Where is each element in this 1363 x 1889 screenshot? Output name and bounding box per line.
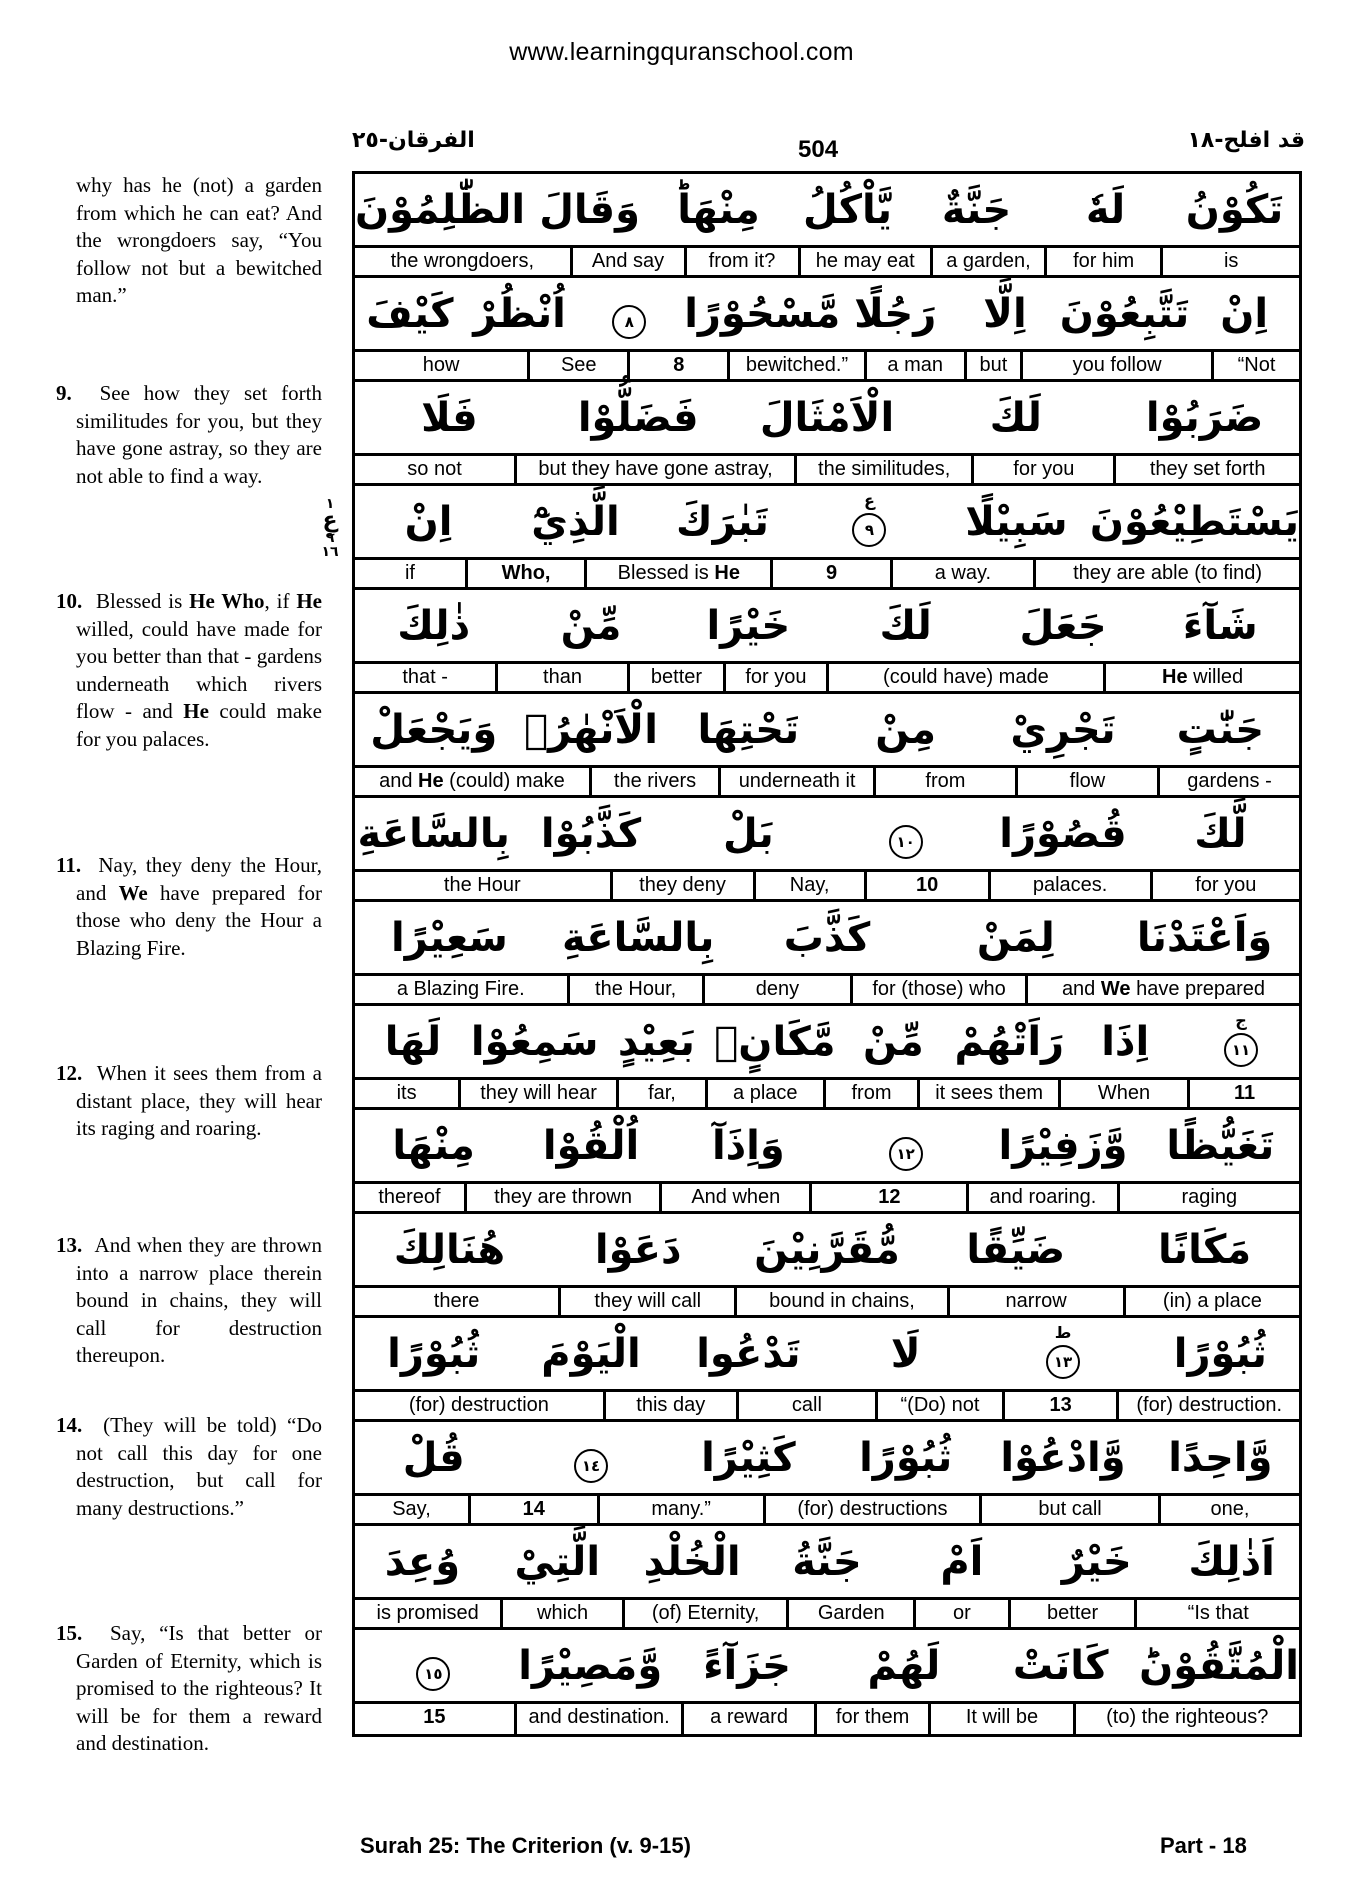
arabic-word: لَهٗ (1085, 186, 1126, 233)
gloss-cell: the Hour (443, 874, 521, 896)
ayah-number: ١٣ (1053, 1352, 1073, 1371)
arabic-word: يَّاْكُلُ (803, 186, 893, 233)
arabic-word: ضَرَبُوْا (1145, 394, 1264, 441)
arabic-word: تَكُوْنُ (1185, 186, 1284, 233)
gloss-number: 15 (423, 1706, 446, 1728)
arabic-word: جَنَّةُ (792, 1538, 862, 1585)
arabic-word: الْاَمْثَالَ (759, 394, 895, 441)
arabic-word: وَقَالَ (539, 186, 640, 233)
arabic-word: اِلَّا (983, 290, 1027, 337)
arabic-word: اِنْ (1220, 290, 1269, 337)
ayah-end-marker (984, 1319, 1141, 1389)
gloss-cell: its (396, 1082, 417, 1104)
ruku-marker-top: ١ (325, 496, 335, 512)
ayah-number: ١٤ (581, 1456, 601, 1475)
arabic-word: مِنْهَا (392, 1122, 475, 1169)
arabic-word: لَكَ (989, 394, 1042, 441)
translation-verse (56, 380, 322, 490)
arabic-word: بِالسَّاعَةِ (357, 810, 510, 857)
gloss-cell (355, 768, 589, 795)
ayah-circle-icon (1046, 1323, 1080, 1379)
arabic-row (355, 798, 1299, 872)
gloss-bold: He (714, 562, 740, 584)
arabic-word: ذٰلِكَ (397, 602, 471, 649)
gloss-cell: from (823, 1080, 918, 1107)
arabic-word: كَانَتْ (1012, 1642, 1109, 1689)
gloss-cell: (could have) made (826, 664, 1104, 691)
gloss-cell: deny (702, 976, 850, 1003)
arabic-word: اُنْظُرْ (473, 290, 566, 337)
arabic-word: لَهُمْ (867, 1642, 941, 1689)
arabic-word: تَغَيُّظًا (1166, 1122, 1275, 1169)
english-gloss-row (355, 1600, 1299, 1630)
gloss-cell: (to) the righteous? (1073, 1704, 1299, 1734)
verse-number: 14. (56, 1413, 83, 1437)
arabic-word: كَيْفَ (366, 290, 454, 337)
gloss-cell: but (964, 352, 1020, 379)
arabic-word: اُلْقُوْا (542, 1122, 640, 1169)
arabic-word: جَنَّةٌ (941, 186, 1012, 233)
arabic-word: يَسْتَطِيْعُوْنَ (1089, 498, 1299, 545)
arabic-word: وَّادْعُوْا (1000, 1434, 1126, 1481)
gloss-number: 14 (468, 1496, 597, 1523)
ayah-number: ١١ (1231, 1040, 1251, 1059)
gloss-cell: Nay, (753, 872, 864, 899)
english-gloss-row (355, 1392, 1299, 1422)
gloss-number: 10 (864, 872, 988, 899)
translation-verse (56, 1060, 322, 1143)
ayah-end-marker (512, 1423, 669, 1493)
arabic-word: ثُبُوْرًا (387, 1330, 481, 1377)
arabic-word: تَحْتِهَا (697, 706, 800, 753)
ayah-circle-icon (574, 1449, 608, 1483)
emphasized-text: He Who (189, 589, 265, 613)
gloss-cell: bewitched.” (727, 352, 863, 379)
arabic-word: مِنْ (875, 706, 937, 753)
arabic-word: وَاِذَآ (711, 1122, 785, 1169)
arabic-row (355, 486, 1299, 560)
gloss-cell: better (1008, 1600, 1135, 1627)
arabic-word: وُعِدَ (384, 1538, 461, 1585)
gloss-cell: Garden (786, 1600, 913, 1627)
english-gloss-row (355, 872, 1299, 902)
arabic-word: خَيْرًا (706, 602, 791, 649)
gloss-cell: from it? (684, 248, 798, 275)
gloss-cell: or (913, 1600, 1008, 1627)
arabic-word: فَلَا (421, 394, 478, 441)
arabic-word: الْمُتَّقُوْنَؕ (1139, 1642, 1299, 1689)
gloss-number: 8 (627, 352, 727, 379)
translation-text: why has he (not) a garden from which he can eat? And the wrongdoers say, “You follow not but a bewitched man.” (76, 173, 322, 307)
arabic-word: مِنْهَاؕ (677, 186, 760, 233)
arabic-word: فَضَلُّوْا (577, 394, 699, 441)
verse-number: 12. (56, 1061, 83, 1085)
arabic-word: لَهَا (384, 1018, 442, 1065)
arabic-word: كَثِيْرًا (701, 1434, 796, 1481)
ayah-number: ١٠ (896, 832, 915, 851)
english-gloss-row (355, 1184, 1299, 1214)
gloss-text: and (1061, 978, 1101, 1000)
gloss-cell: if (404, 562, 415, 584)
gloss-cell: narrow (947, 1288, 1123, 1315)
gloss-cell: gardens - (1157, 768, 1299, 795)
gloss-cell: Say, (392, 1498, 431, 1520)
gloss-cell: a reward (681, 1704, 813, 1734)
gloss-cell: “(Do) not (875, 1392, 1002, 1419)
gloss-cell: that - (402, 666, 448, 688)
gloss-cell: from (873, 768, 1015, 795)
page-number: 504 (798, 136, 839, 163)
translation-text: , if (264, 589, 297, 613)
gloss-cell: And when (659, 1184, 809, 1211)
gloss-cell: (for) destruction. (1116, 1392, 1299, 1419)
waqf-sign: ع (863, 491, 875, 510)
gloss-cell: And say (570, 248, 684, 275)
translation-text: Nay, they deny the Hour, and (76, 853, 322, 905)
gloss-cell: When (1058, 1080, 1187, 1107)
arabic-row (355, 1630, 1299, 1704)
arabic-word: مَّكَانٍۭ (714, 1018, 836, 1065)
arabic-word: الَّذِيْٓ (531, 498, 620, 545)
arabic-row (355, 902, 1299, 976)
gloss-cell: many.” (597, 1496, 763, 1523)
ayah-circle-icon (852, 491, 886, 547)
translation-text: Say, “Is that better or Garden of Eternity, which is promised to the righteous? It will be for them a reward and destination. (76, 1621, 322, 1755)
ayah-circle-icon (416, 1657, 450, 1691)
arabic-row (355, 278, 1299, 352)
gloss-cell: than (495, 664, 627, 691)
arabic-word: جَزَآءً (703, 1642, 791, 1689)
translation-verse (56, 1412, 322, 1522)
arabic-word: مُّقَرَّنِيْنَ (754, 1226, 900, 1273)
footer-part-number: Part - 18 (1160, 1833, 1247, 1858)
arabic-word: كَذَّبُوْا (540, 810, 642, 857)
ayah-circle-icon (612, 305, 646, 339)
emphasized-text: We (118, 880, 148, 905)
arabic-word: بَعِيْدٍ (617, 1018, 695, 1065)
gloss-cell: and destination. (514, 1704, 682, 1734)
translation-text: have prepared for those who deny the Hour a Blazing Fire. (76, 880, 323, 960)
translation-text: Blessed is (96, 589, 190, 613)
gloss-text: (could) make (443, 770, 565, 792)
gloss-cell: he may eat (798, 248, 930, 275)
translation-text: And when they are thrown into a narrow place therein bound in chains, they will call for destruction thereupon. (76, 1233, 323, 1367)
gloss-cell: for you (1150, 872, 1299, 899)
gloss-cell: bound in chains, (734, 1288, 946, 1315)
translation-verse (56, 588, 322, 753)
arabic-word: هُنَالِكَ (393, 1226, 506, 1273)
ayah-number: ٨ (624, 312, 634, 331)
arabic-word: وَّزَفِيْرًا (998, 1122, 1128, 1169)
waqf-sign: ط (1054, 1323, 1072, 1342)
gloss-cell: underneath it (718, 768, 873, 795)
arabic-word: اَمْ (940, 1538, 984, 1585)
arabic-word: اِنْ (404, 498, 453, 545)
gloss-cell: so not (407, 458, 462, 480)
gloss-cell: far, (616, 1080, 705, 1107)
arabic-row (355, 590, 1299, 664)
arabic-row (355, 382, 1299, 456)
english-gloss-row (355, 664, 1299, 694)
verse-number: 15. (56, 1621, 83, 1645)
gloss-cell: for (those) who (850, 976, 1025, 1003)
english-gloss-row (355, 1288, 1299, 1318)
gloss-cell: It will be (928, 1704, 1072, 1734)
gloss-text: Blessed is (617, 562, 715, 584)
translation-text: (They will be told) “Do not call this day for one destruction, but call for many destructions.” (76, 1413, 323, 1520)
arabic-word: مِّنْ (560, 602, 622, 649)
arabic-word: بَلْ (722, 810, 774, 857)
gloss-cell (584, 560, 770, 587)
arabic-word: الظّٰلِمُوْنَ (355, 186, 526, 233)
gloss-text: have prepared (1130, 978, 1266, 1000)
gloss-cell: it sees them (917, 1080, 1058, 1107)
arabic-word: مَّسْحُوْرًا (684, 290, 841, 337)
gloss-cell: which (500, 1600, 621, 1627)
emphasized-text: He (296, 589, 322, 613)
emphasized-text: He (183, 699, 209, 723)
verse-number: 10. (56, 589, 83, 613)
arabic-word: سَعِيْرًا (390, 914, 508, 961)
arabic-word: كَذَّبَ (783, 914, 871, 961)
gloss-cell (1103, 664, 1299, 691)
gloss-cell: a place (705, 1080, 823, 1107)
arabic-word: ثُبُوْرًا (1173, 1330, 1267, 1377)
arabic-word: لَّكَ (1194, 810, 1247, 857)
gloss-cell: one, (1158, 1496, 1299, 1523)
gloss-cell: the Hour, (567, 976, 702, 1003)
arabic-word: جَنّٰتٍ (1176, 706, 1265, 753)
gloss-cell: thereof (378, 1186, 441, 1208)
gloss-cell: there (433, 1290, 480, 1312)
english-gloss-row (355, 976, 1299, 1006)
arabic-word: مِّنْ (863, 1018, 924, 1065)
gloss-cell: for him (1044, 248, 1160, 275)
arabic-word: لَكَ (879, 602, 932, 649)
gloss-cell: is promised (376, 1602, 479, 1624)
gloss-cell: they will call (558, 1288, 734, 1315)
arabic-word: تَتَّبِعُوْنَ (1059, 290, 1190, 337)
arabic-row (355, 1526, 1299, 1600)
translation-verse (56, 172, 322, 310)
gloss-number: 11 (1187, 1080, 1299, 1107)
arabic-word: بِالسَّاعَةِ (562, 914, 715, 961)
ayah-end-marker (827, 1111, 984, 1181)
english-gloss-row (355, 248, 1299, 278)
ayah-number: ١٥ (424, 1664, 443, 1683)
gloss-cell: “Is that (1134, 1600, 1299, 1627)
gloss-cell: raging (1117, 1184, 1299, 1211)
gloss-cell: the wrongdoers, (390, 250, 534, 272)
arabic-row (355, 1110, 1299, 1184)
ayah-number: ١٢ (896, 1144, 915, 1163)
gloss-number: 13 (1002, 1392, 1116, 1419)
gloss-cell: a Blazing Fire. (396, 978, 525, 1000)
translation-text: When it sees them from a distant place, they will hear its raging and roaring. (76, 1061, 323, 1140)
gloss-cell: you follow (1020, 352, 1211, 379)
verse-number: 9. (56, 381, 72, 405)
arabic-word: تَدْعُوا (696, 1330, 801, 1377)
ayah-end-marker (796, 487, 943, 557)
site-url[interactable]: www.learningquranschool.com (509, 38, 854, 66)
ayah-end-marker (827, 799, 984, 869)
arabic-row (355, 174, 1299, 248)
arabic-word: تَجْرِيْ (1010, 706, 1116, 753)
english-gloss-row (355, 352, 1299, 382)
arabic-word: اَذٰلِكَ (1188, 1538, 1275, 1585)
gloss-cell: they are able (to find) (1033, 560, 1299, 587)
ruku-marker (312, 497, 348, 559)
arabic-row (355, 1006, 1299, 1080)
gloss-text: and (379, 770, 419, 792)
arabic-word: شَآءَ (1182, 602, 1258, 649)
arabic-word: وَاَعْتَدْنَا (1136, 914, 1273, 961)
english-gloss-row (355, 768, 1299, 798)
gloss-cell: “Not (1211, 352, 1299, 379)
gloss-cell: flow (1015, 768, 1157, 795)
translation-verse (56, 1620, 322, 1758)
gloss-text: willed (1187, 666, 1244, 688)
gloss-cell: how (422, 354, 460, 376)
waqf-sign: ج (1235, 1011, 1247, 1030)
arabic-word: الْيَوْمَ (541, 1330, 641, 1377)
arabic-word: قُلْ (402, 1434, 465, 1481)
english-gloss-row (355, 456, 1299, 486)
gloss-bold: He (418, 770, 444, 792)
arabic-word: ضَيِّقًا (966, 1226, 1066, 1273)
gloss-cell: (of) Eternity, (622, 1600, 787, 1627)
arabic-word: سَمِعُوْا (470, 1018, 599, 1065)
gloss-cell: they deny (610, 872, 753, 899)
english-gloss-row (355, 1080, 1299, 1110)
arabic-word: تَبٰرَكَ (675, 498, 769, 545)
arabic-row (355, 1214, 1299, 1288)
english-gloss-row (355, 560, 1299, 590)
ayah-circle-icon (889, 825, 923, 859)
ayah-circle-icon (1224, 1011, 1258, 1067)
gloss-cell: they set forth (1113, 456, 1299, 483)
gloss-cell: the similitudes, (794, 456, 971, 483)
arabic-word: رَاَتْهُمْ (954, 1018, 1065, 1065)
arabic-row (355, 1318, 1299, 1392)
ayah-end-marker (574, 279, 684, 349)
arabic-word: لِمَنْ (976, 914, 1055, 961)
gloss-cell: and roaring. (966, 1184, 1116, 1211)
gloss-cell: the rivers (589, 768, 718, 795)
arabic-word: وَيَجْعَلْ (370, 706, 498, 753)
arabic-word: مَكَانًا (1158, 1226, 1252, 1273)
gloss-number: 9 (770, 560, 889, 587)
gloss-cell: a garden, (930, 248, 1044, 275)
arabic-word: سَبِيْلًا (965, 498, 1068, 545)
arabic-row (355, 694, 1299, 768)
arabic-word: دَعَوْا (594, 1226, 682, 1273)
gloss-cell: call (736, 1392, 875, 1419)
gloss-number: 12 (809, 1184, 966, 1211)
surah-label-arabic: الفرقان-٢٥ (352, 128, 475, 153)
juz-label-arabic: قد افلح-١٨ (1187, 128, 1305, 153)
arabic-word: لَا (890, 1330, 921, 1377)
english-gloss-row (355, 1496, 1299, 1526)
arabic-word: الْاَنْهٰرُۙ (524, 706, 658, 753)
gloss-cell (1025, 976, 1299, 1003)
ayah-end-marker (1183, 1007, 1299, 1077)
arabic-word: رَجُلًا (854, 290, 937, 337)
gloss-cell: palaces. (988, 872, 1150, 899)
translation-verse (56, 852, 322, 962)
translation-text: willed, could have made for you better than that - gardens underneath which rivers flow - and (76, 616, 322, 723)
ruku-marker-glyph: عِ (322, 508, 338, 533)
word-by-word-table (352, 171, 1302, 1737)
gloss-cell: this day (603, 1392, 736, 1419)
gloss-bold: He (1162, 666, 1188, 688)
ruku-marker-mid: ٩ (325, 530, 335, 546)
translation-verse (56, 1232, 322, 1370)
gloss-cell: for you (971, 456, 1113, 483)
arabic-word: جَعَلَ (1019, 602, 1107, 649)
ayah-end-marker (355, 1631, 512, 1701)
english-gloss-row (355, 1704, 1299, 1734)
gloss-cell: they will hear (458, 1080, 616, 1107)
verse-number: 13. (56, 1233, 83, 1257)
arabic-word: قُصُوْرًا (999, 810, 1127, 857)
arabic-row (355, 1422, 1299, 1496)
gloss-cell: for you (723, 664, 825, 691)
gloss-cell: (for) destruction (408, 1394, 549, 1416)
arabic-word: خَيْرٌ (1061, 1538, 1132, 1585)
footer-surah-title: Surah 25: The Criterion (v. 9-15) (360, 1833, 691, 1858)
gloss-cell: better (627, 664, 723, 691)
arabic-word: الْخُلْدِ (643, 1538, 741, 1585)
arabic-word: وَّاحِدًا (1168, 1434, 1273, 1481)
ayah-number: ٩ (864, 520, 874, 539)
verse-number: 11. (56, 853, 82, 877)
gloss-cell: (for) destructions (763, 1496, 979, 1523)
translation-text: could make for you palaces. (76, 699, 322, 751)
gloss-cell: but they have gone astray, (514, 456, 794, 483)
gloss-cell: a way. (890, 560, 1034, 587)
arabic-word: اِذَا (1101, 1018, 1150, 1065)
arabic-word: وَّمَصِيْرًا (518, 1642, 663, 1689)
gloss-cell: for them (814, 1704, 929, 1734)
gloss-cell: is (1160, 248, 1299, 275)
translation-text: See how they set forth similitudes for you, but they have gone astray, so they are not able to find a way. (76, 381, 323, 488)
gloss-bold: We (1100, 978, 1131, 1000)
gloss-cell: they are thrown (464, 1184, 659, 1211)
arabic-word: الَّتِيْ (514, 1538, 601, 1585)
gloss-cell: (in) a place (1123, 1288, 1299, 1315)
gloss-cell: a man (864, 352, 964, 379)
gloss-number: Who, (465, 560, 584, 587)
arabic-word: ثُبُوْرًا (859, 1434, 953, 1481)
ruku-marker-bottom: ١٦ (321, 544, 339, 560)
gloss-cell: See (527, 352, 627, 379)
gloss-cell: but call (979, 1496, 1158, 1523)
ayah-circle-icon (889, 1137, 923, 1171)
